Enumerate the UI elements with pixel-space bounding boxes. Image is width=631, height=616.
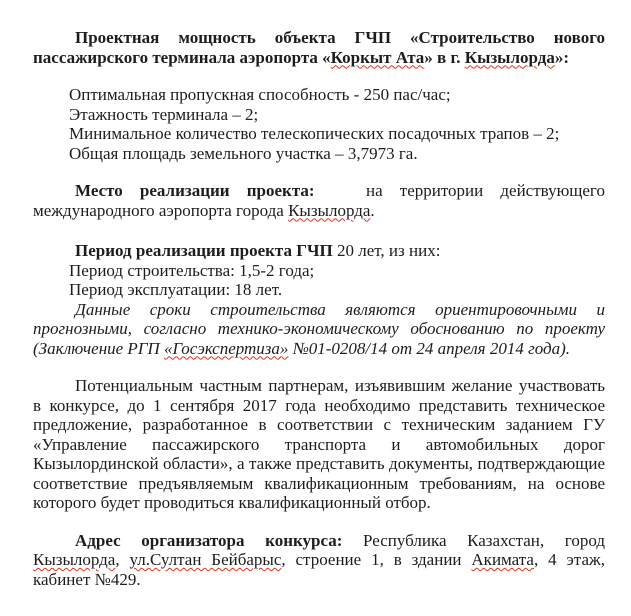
address-label: Адрес организатора конкурса: <box>75 530 343 550</box>
spec-line-capacity <box>33 85 605 105</box>
operation-period-text: Период эксплуатации: 18 лет. <box>69 280 283 299</box>
construction-period-text: Период строительства: 1,5-2 года; <box>69 260 315 280</box>
address-paragraph <box>33 531 605 590</box>
spellcheck-word-kyzylorda: Кызылорда <box>464 47 555 67</box>
operation-period-line <box>33 280 605 300</box>
period-heading-line <box>33 241 605 261</box>
spellcheck-word-kyzylorda: Кызылорда <box>33 550 116 569</box>
spellcheck-word-kyzylorda: Кызылорда <box>288 200 371 220</box>
note-text-post: №01-0208/14 от 24 апреля 2014 года). <box>288 338 570 358</box>
spec-text: Минимальное количество телескопических посадочных трапов – 2; <box>69 124 560 143</box>
note-paragraph <box>33 300 605 359</box>
period-text: 20 лет, из них: <box>332 241 441 260</box>
construction-period-line <box>33 261 605 281</box>
project-capacity-heading <box>33 28 605 67</box>
period-label: Период реализации проекта ГЧП <box>75 241 333 260</box>
period-block <box>33 241 605 300</box>
spec-text: Этажность терминала – 2; <box>69 104 259 124</box>
address-text-pre: Республика Казахстан, город <box>342 530 605 550</box>
heading-text-mid: » в г. <box>424 47 465 67</box>
address-text-post: , 4 этаж, кабинет №429. <box>33 550 605 589</box>
spec-text: Оптимальная пропускная способность - 250 пас/час; <box>69 85 451 104</box>
tender-text: Потенциальным частным партнерам, изъявившим желание участвовать в конкурсе, до 1 сентября 2017 года необходимо представить техническое предложение, разработанное в соответствии с техническим заданием ГУ «Управление пассажирского транспорта и автомобильных дорог Кызылординской области», а также представить документы, подтверждающие соответствие предъявляемым квалификационным требованиям, на основе которого будет проводиться квалификационный отбор. <box>33 376 605 512</box>
spellcheck-word-korkyt-ata: Коркыт Ата <box>330 47 425 67</box>
spec-line-land-area <box>33 144 605 164</box>
heading-text-pre: Проектная мощность объекта ГЧП «Строительство нового пассажирского терминала аэропорта « <box>33 28 605 67</box>
spellcheck-word-sultan-beybarys: ул.Султан Бейбарыс <box>129 550 282 569</box>
location-label: Место реализации проекта: <box>75 181 315 200</box>
note-text-pre: Данные сроки строительства являются ориентировочными и прогнозными, согласно технико-экономическому обоснованию по проекту (Заключение РГП <box>33 299 605 358</box>
tender-paragraph <box>33 376 605 513</box>
spec-line-jetbridges <box>33 124 605 144</box>
spellcheck-word-gosexpertiza: «Госэкспертиза» <box>164 338 289 358</box>
address-text-mid1: , <box>115 550 130 569</box>
spec-line-floors <box>33 105 605 125</box>
spec-list <box>33 85 605 163</box>
heading-text-post: »: <box>554 47 569 67</box>
spec-text: Общая площадь земельного участка – 3,7973 га. <box>69 143 418 163</box>
spellcheck-word-akimata: Акимата <box>471 550 534 569</box>
location-text: на территории действующего международного аэропорта города <box>33 181 605 220</box>
location-text-post: . <box>370 200 375 220</box>
location-paragraph <box>33 181 605 220</box>
address-text-mid2: , строение 1, в здании <box>281 550 472 569</box>
